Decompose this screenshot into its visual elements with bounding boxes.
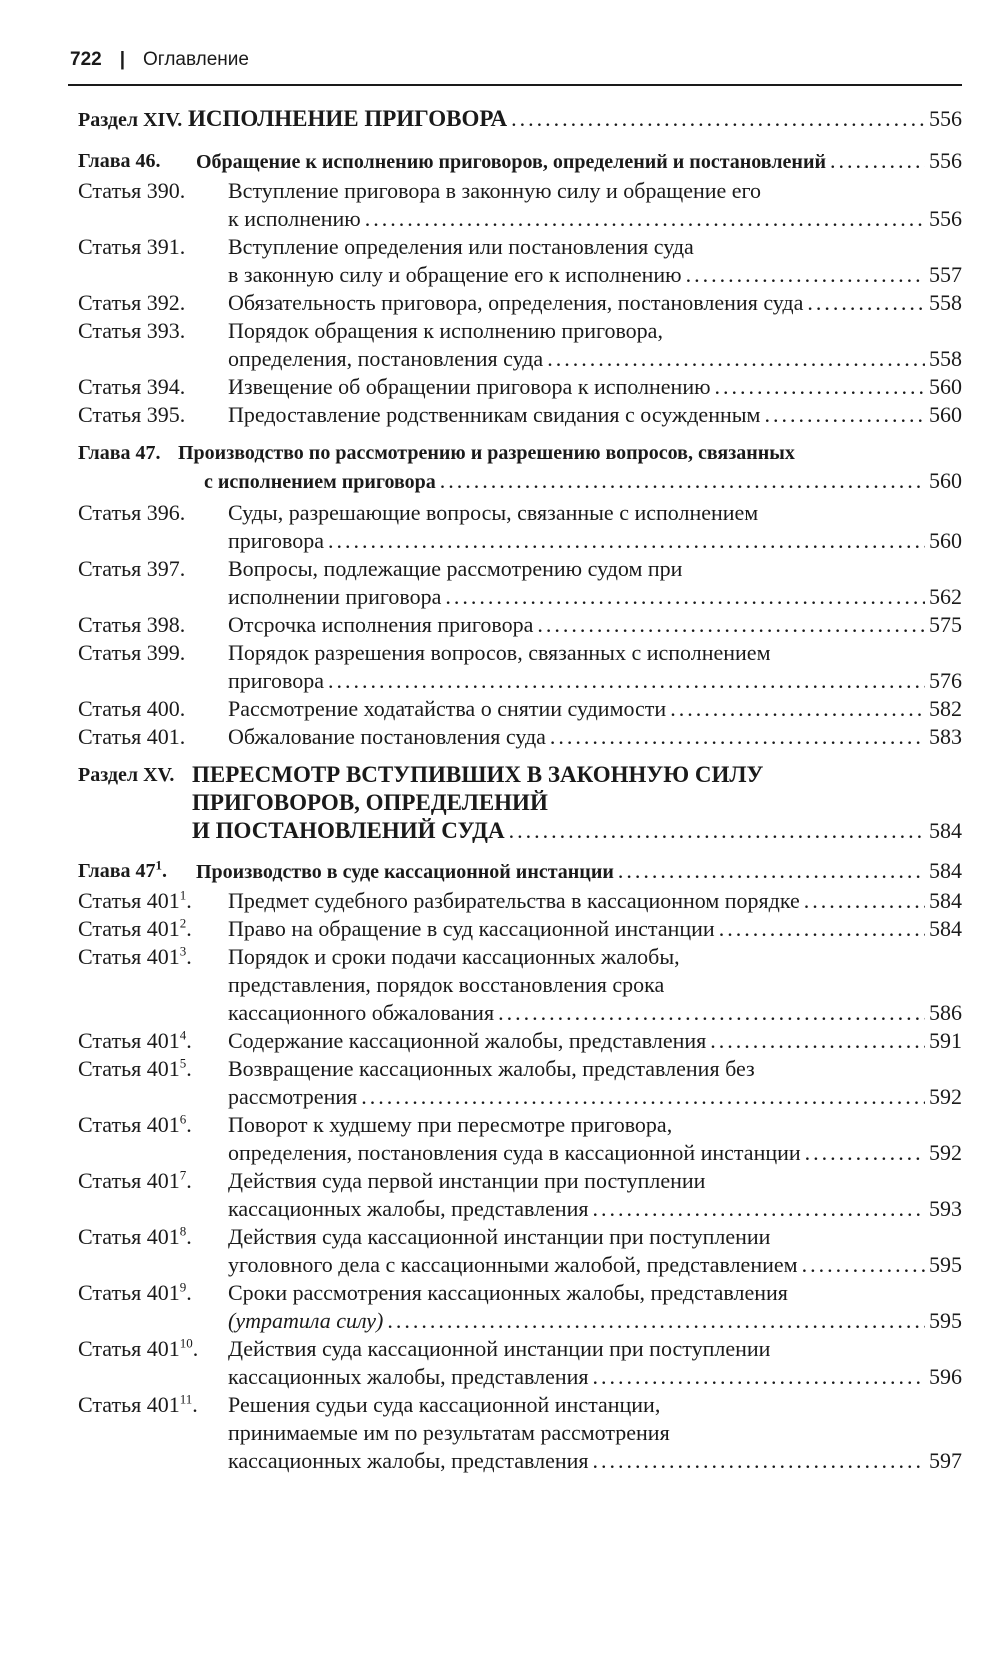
toc-article-399-cont[interactable]: приговора ..... 576	[78, 666, 962, 696]
toc-article-401-8[interactable]: Статья $401^8$. Действия суда кассационной инстанции при поступлении	[78, 1223, 771, 1249]
toc-article-393[interactable]: Статья 393. Порядок обращения к исполнению приговора,	[78, 318, 663, 343]
toc-article-401-2[interactable]: Статья $401^2$. Право на обращение в суд кассационной инстанции ..... 584	[78, 914, 962, 944]
toc-article-401-3-cont2[interactable]: кассационного обжалования ..... 586	[78, 998, 962, 1028]
page-number: 722	[70, 49, 102, 70]
toc-article-397-cont[interactable]: исполнении приговора ..... 562	[78, 582, 962, 612]
toc-section-15-cont1[interactable]: ПРИГОВОРОВ, ОПРЕДЕЛЕНИЙ	[192, 790, 548, 815]
toc-article-401-11-cont1[interactable]: принимаемые им по результатам рассмотрения	[228, 1420, 670, 1445]
toc-article-398[interactable]: Статья 398. Отсрочка исполнения приговора ..... 575	[78, 610, 962, 640]
toc-article-392[interactable]: Статья 392. Обязательность приговора, определения, постановления суда ..... 558	[78, 288, 962, 318]
toc-section-15-cont2[interactable]: И ПОСТАНОВЛЕНИЙ СУДА ..... 584	[78, 816, 962, 846]
toc-article-401-5-cont[interactable]: рассмотрения ..... 592	[78, 1082, 962, 1112]
toc-article-401-7-cont[interactable]: кассационных жалобы, представления ..... 593	[78, 1194, 962, 1224]
toc-article-401[interactable]: Статья 401. Обжалование постановления суда ..... 583	[78, 722, 962, 752]
toc-article-401-9[interactable]: Статья $401^9$. Сроки рассмотрения кассационных жалобы, представления	[78, 1279, 788, 1305]
toc-article-391-cont[interactable]: в законную силу и обращение его к исполнению ..... 557	[78, 260, 962, 290]
toc-chapter-47-cont[interactable]: с исполнением приговора ..... 560	[78, 466, 962, 496]
toc-article-390-cont[interactable]: к исполнению ..... 556	[78, 204, 962, 234]
toc-article-396[interactable]: Статья 396. Суды, разрешающие вопросы, связанные с исполнением	[78, 500, 759, 525]
toc-article-399[interactable]: Статья 399. Порядок разрешения вопросов, связанных с исполнением	[78, 640, 771, 665]
toc-article-396-cont[interactable]: приговора ..... 560	[78, 526, 962, 556]
toc-article-401-11-cont2[interactable]: кассационных жалобы, представления ..... 597	[78, 1446, 962, 1476]
toc-article-401-10-cont[interactable]: кассационных жалобы, представления ..... 596	[78, 1362, 962, 1392]
toc-article-401-8-cont[interactable]: уголовного дела с кассационными жалобой, представлением ..... 595	[78, 1250, 962, 1280]
toc-article-401-4[interactable]: Статья $401^4$. Содержание кассационной жалобы, представления ..... 591	[78, 1026, 962, 1056]
toc-article-401-6[interactable]: Статья $401^6$. Поворот к худшему при пересмотре приговора,	[78, 1111, 673, 1137]
toc-chapter-47[interactable]: Глава 47. Производство по рассмотрению и разрешению вопросов, связанных	[78, 442, 795, 464]
toc-article-401-3-cont1[interactable]: представления, порядок восстановления срока	[228, 972, 665, 997]
toc-article-400[interactable]: Статья 400. Рассмотрение ходатайства о снятии судимости ..... 582	[78, 694, 962, 724]
toc-article-401-10[interactable]: Статья $401^{10}$. Действия суда кассационной инстанции при поступлении	[78, 1335, 771, 1361]
toc-article-394[interactable]: Статья 394. Извещение об обращении приговора к исполнению ..... 560	[78, 372, 962, 402]
toc-article-401-3[interactable]: Статья $401^3$. Порядок и сроки подачи кассационных жалобы,	[78, 943, 680, 969]
toc-article-401-7[interactable]: Статья $401^7$. Действия суда первой инстанции при поступлении	[78, 1167, 706, 1193]
toc-article-397[interactable]: Статья 397. Вопросы, подлежащие рассмотрению судом при	[78, 556, 683, 581]
header-title: Оглавление	[143, 49, 249, 70]
toc-article-401-6-cont[interactable]: определения, постановления суда в кассационной инстанции ..... 592	[78, 1138, 962, 1168]
toc-article-395[interactable]: Статья 395. Предоставление родственникам свидания с осужденным ..... 560	[78, 400, 962, 430]
header-separator: |	[119, 49, 126, 70]
toc-chapter-46[interactable]: Глава 46. Обращение к исполнению приговоров, определений и постановлений ..... 556	[78, 146, 962, 176]
toc-article-391[interactable]: Статья 391. Вступление определения или постановления суда	[78, 234, 694, 259]
toc-section-15[interactable]: Раздел XV. ПЕРЕСМОТР ВСТУПИВШИХ В ЗАКОННУЮ СИЛУ	[78, 762, 764, 787]
toc-article-401-1[interactable]: Статья $401^1$. Предмет судебного разбирательства в кассационном порядке ..... 584	[78, 886, 962, 916]
toc-article-393-cont[interactable]: определения, постановления суда ..... 558	[78, 344, 962, 374]
toc-article-390[interactable]: Статья 390. Вступление приговора в законную силу и обращение его	[78, 178, 762, 203]
toc-chapter-47-1[interactable]: Глава $47^1$. Производство в суде кассационной инстанции ..... 584	[78, 856, 962, 886]
toc-section-14[interactable]: Раздел XIV. ИСПОЛНЕНИЕ ПРИГОВОРА ..... 556	[78, 104, 962, 134]
toc-article-401-9-cont[interactable]: (утратила силу) ..... 595	[78, 1306, 962, 1336]
toc-article-401-11[interactable]: Статья $401^{11}$. Решения судьи суда кассационной инстанции,	[78, 1391, 661, 1417]
toc-article-401-5[interactable]: Статья $401^5$. Возвращение кассационных жалобы, представления без	[78, 1055, 755, 1081]
